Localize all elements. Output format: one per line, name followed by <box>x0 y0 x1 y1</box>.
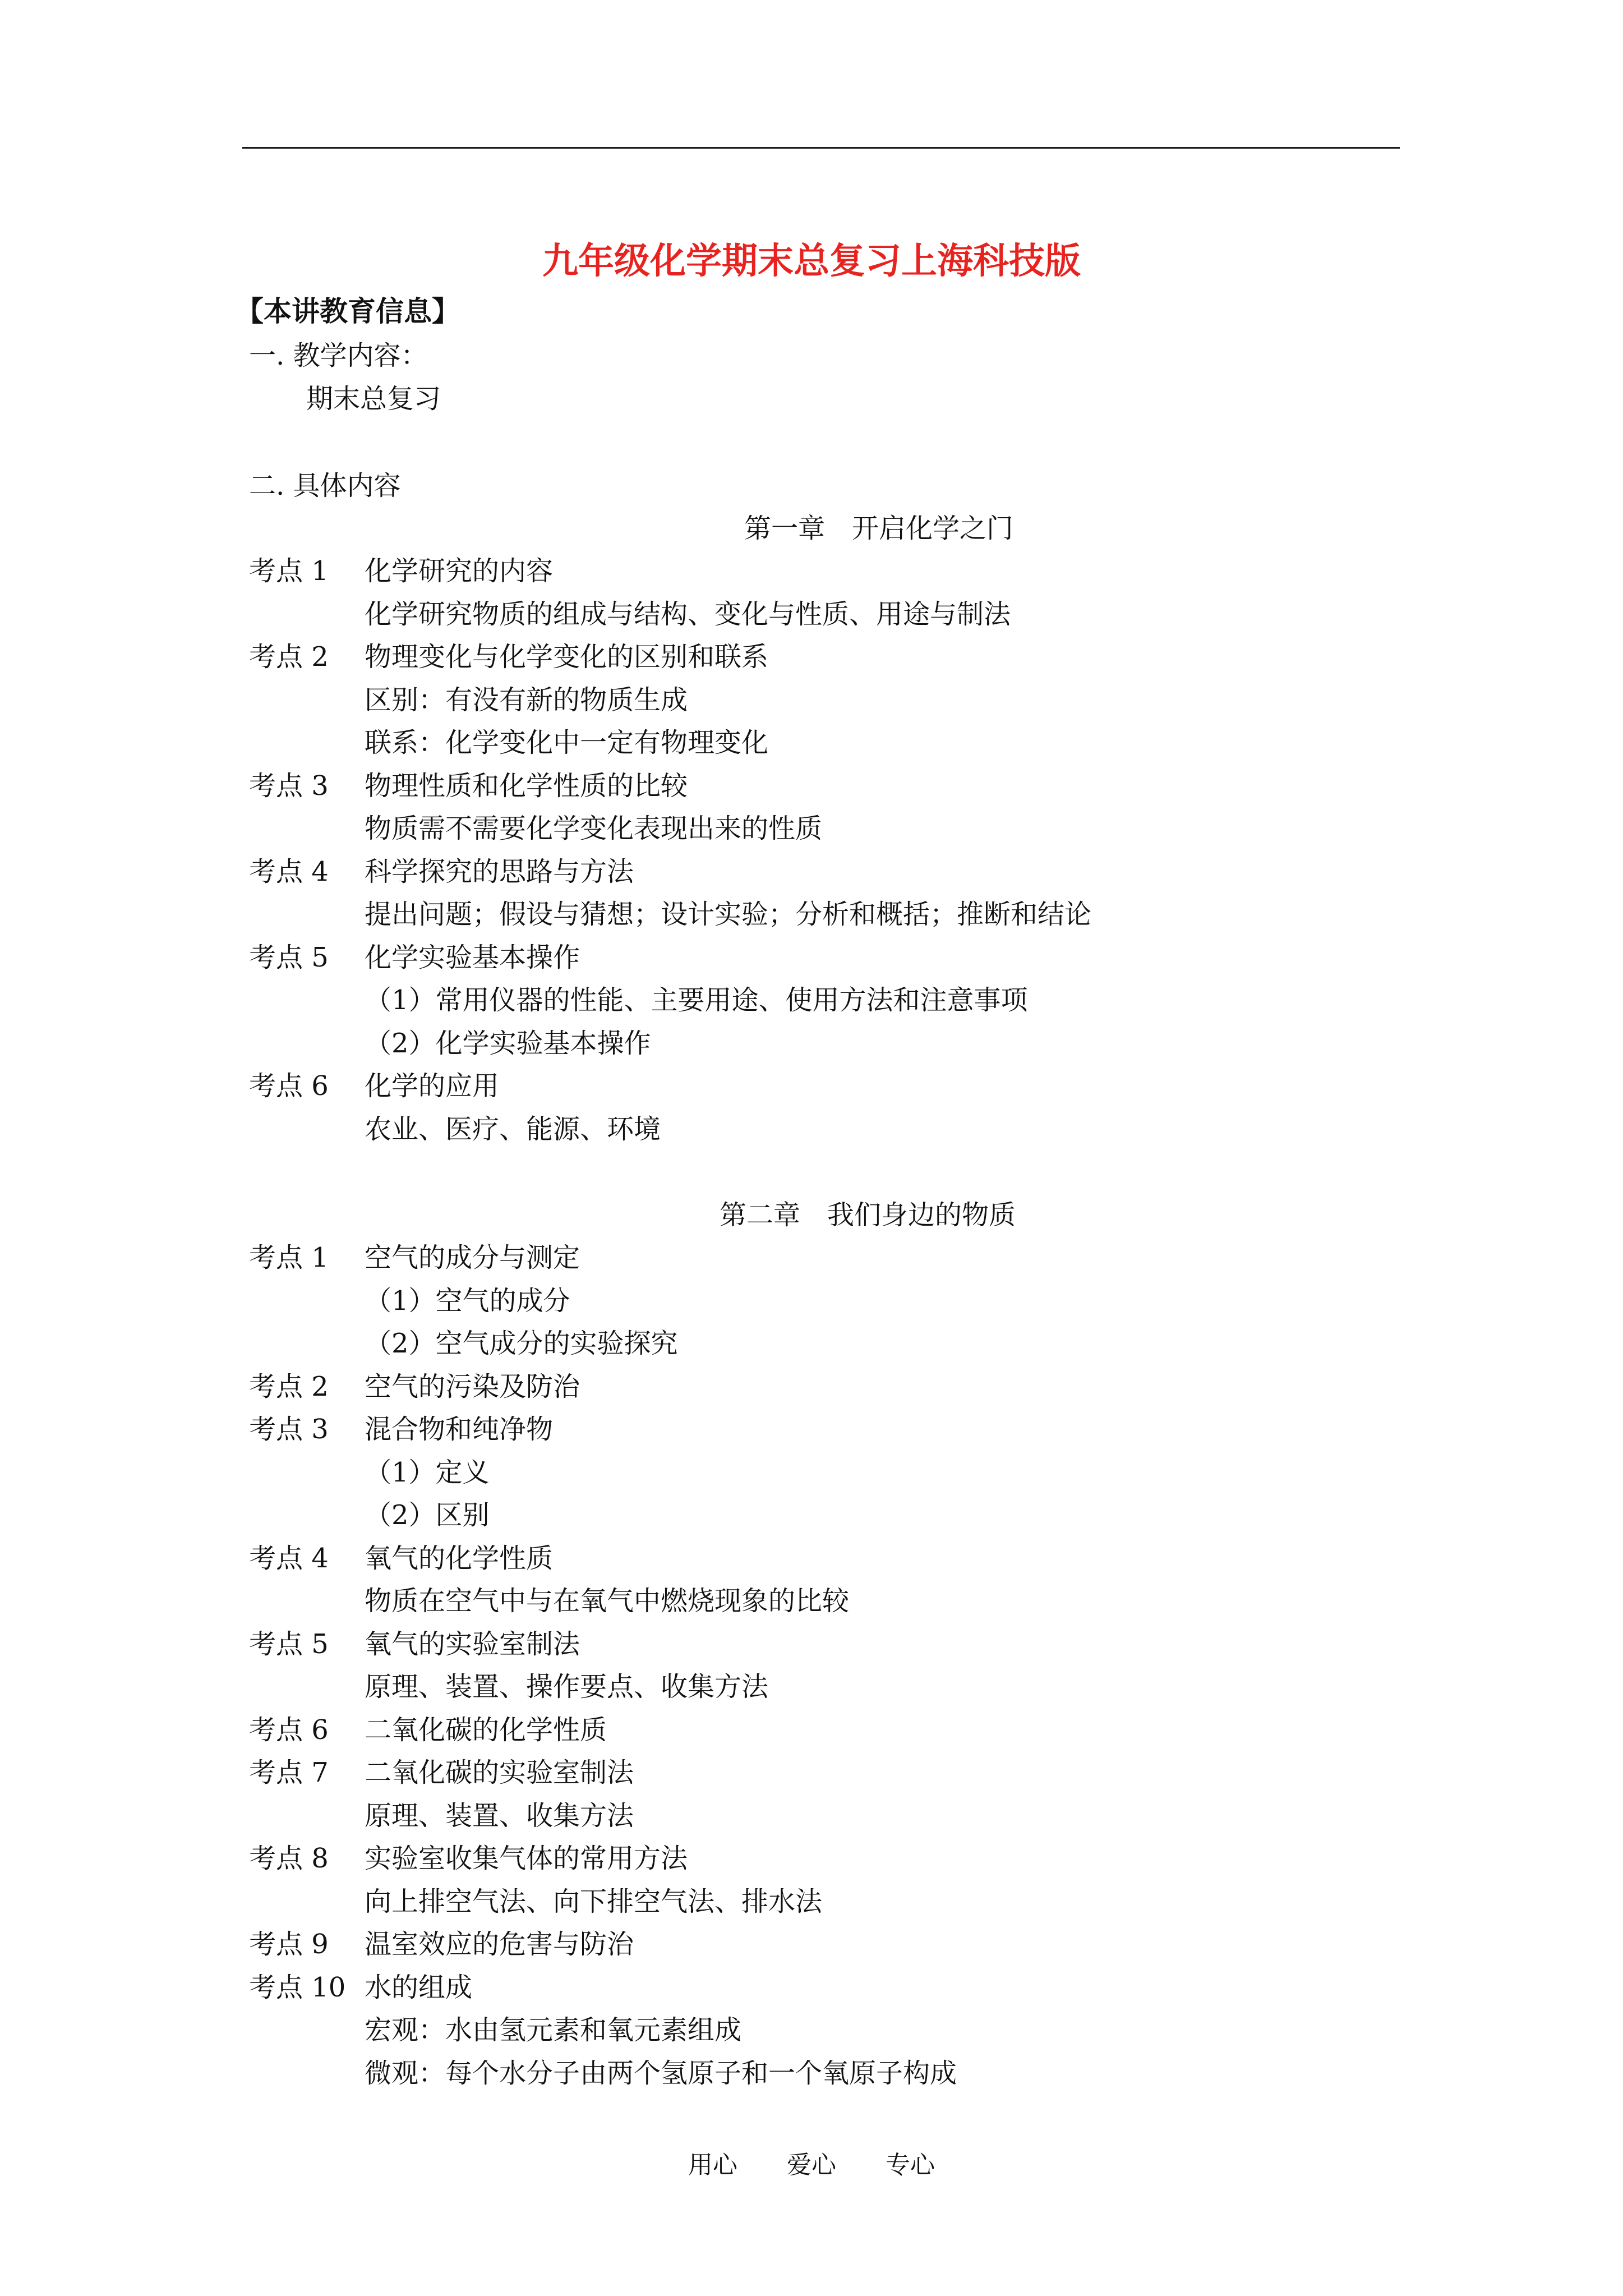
chapter-two-topic-6 <box>249 1714 607 1747</box>
topic-title: 物理变化与化学变化的区别和联系 <box>365 641 769 673</box>
topic-detail: （1）常用仪器的性能、主要用途、使用方法和注意事项 <box>365 984 1028 1016</box>
topic-number: 考点 9 <box>249 1929 329 1960</box>
topic-number: 考点 2 <box>249 1371 329 1402</box>
page-footer: 用心 爱心 专心 <box>688 2151 935 2179</box>
topic-title: 温室效应的危害与防治 <box>365 1929 634 1960</box>
topic-number: 考点 6 <box>249 1070 329 1102</box>
part-two-heading: 二. 具体内容 <box>249 470 401 501</box>
topic-detail: 物质需不需要化学变化表现出来的性质 <box>365 813 823 844</box>
topic-title: 化学研究的内容 <box>365 555 554 587</box>
topic-detail: 农业、医疗、能源、环境 <box>365 1114 661 1145</box>
topic-number: 考点 1 <box>249 1242 329 1273</box>
topic-detail: 原理、装置、收集方法 <box>365 1800 634 1832</box>
topic-number: 考点 6 <box>249 1714 329 1746</box>
topic-number: 考点 5 <box>249 1628 329 1660</box>
topic-detail: 原理、装置、操作要点、收集方法 <box>365 1671 769 1703</box>
topic-detail: （1）空气的成分 <box>365 1285 570 1317</box>
topic-title: 二氧化碳的实验室制法 <box>365 1757 634 1788</box>
chapter-one-title: 第一章 开启化学之门 <box>744 513 1013 544</box>
topic-number: 考点 5 <box>249 942 329 973</box>
topic-detail: 微观：每个水分子由两个氢原子和一个氧原子构成 <box>365 2058 957 2089</box>
topic-number: 考点 7 <box>249 1757 329 1788</box>
topic-detail: 区别：有没有新的物质生成 <box>365 684 688 716</box>
topic-title: 空气的成分与测定 <box>365 1242 580 1273</box>
document-title: 九年级化学期末总复习上海科技版 <box>542 240 1081 282</box>
chapter-two-topic-1 <box>249 1242 580 1274</box>
chapter-two-topic-3 <box>249 1414 553 1446</box>
chapter-one-topic-2 <box>249 641 768 674</box>
chapter-one-topic-4 <box>249 856 634 889</box>
topic-number: 考点 3 <box>249 1414 329 1445</box>
chapter-two-title: 第二章 我们身边的物质 <box>719 1199 1016 1231</box>
header-rule <box>242 147 1400 149</box>
topic-title: 实验室收集气体的常用方法 <box>365 1843 688 1874</box>
topic-number: 考点 10 <box>249 1972 346 2003</box>
chapter-two-topic-10 <box>249 1972 472 2004</box>
chapter-two-topic-5 <box>249 1628 580 1661</box>
topic-number: 考点 4 <box>249 1543 329 1574</box>
section-heading: 【本讲教育信息】 <box>236 295 460 328</box>
topic-detail: 向上排空气法、向下排空气法、排水法 <box>365 1886 823 1917</box>
topic-title: 二氧化碳的化学性质 <box>365 1714 607 1746</box>
topic-title: 氧气的实验室制法 <box>365 1628 580 1660</box>
part-one-heading: 一. 教学内容： <box>249 340 428 371</box>
topic-detail: （2）化学实验基本操作 <box>365 1028 651 1059</box>
topic-title: 化学的应用 <box>365 1070 500 1102</box>
topic-detail: （2）空气成分的实验探究 <box>365 1328 678 1359</box>
topic-title: 氧气的化学性质 <box>365 1543 554 1574</box>
topic-number: 考点 4 <box>249 856 329 887</box>
topic-title: 化学实验基本操作 <box>365 942 580 973</box>
topic-detail: （2）区别 <box>365 1499 490 1531</box>
topic-detail: 联系：化学变化中一定有物理变化 <box>365 727 769 758</box>
chapter-one-topic-3 <box>249 770 688 803</box>
topic-number: 考点 2 <box>249 641 329 673</box>
topic-number: 考点 1 <box>249 555 329 587</box>
chapter-two-topic-4 <box>249 1543 553 1575</box>
topic-title: 科学探究的思路与方法 <box>365 856 634 887</box>
chapter-two-topic-9 <box>249 1929 634 1961</box>
part-one-body: 期末总复习 <box>306 383 441 415</box>
chapter-one-topic-5 <box>249 942 580 974</box>
topic-detail: 化学研究物质的组成与结构、变化与性质、用途与制法 <box>365 599 1011 630</box>
topic-title: 空气的污染及防治 <box>365 1371 580 1402</box>
topic-title: 水的组成 <box>365 1972 473 2003</box>
topic-number: 考点 8 <box>249 1843 329 1874</box>
chapter-one-topic-6 <box>249 1070 499 1103</box>
topic-detail: 物质在空气中与在氧气中燃烧现象的比较 <box>365 1585 850 1617</box>
chapter-two-topic-7 <box>249 1757 634 1789</box>
topic-detail: 提出问题；假设与猜想；设计实验；分析和概括；推断和结论 <box>365 899 1092 930</box>
topic-detail: 宏观：水由氢元素和氧元素组成 <box>365 2014 742 2046</box>
topic-detail: （1）定义 <box>365 1457 490 1488</box>
topic-number: 考点 3 <box>249 770 329 802</box>
topic-title: 混合物和纯净物 <box>365 1414 554 1445</box>
chapter-two-topic-8 <box>249 1843 688 1875</box>
chapter-one-topic-1 <box>249 555 553 588</box>
chapter-two-topic-2 <box>249 1371 580 1404</box>
topic-title: 物理性质和化学性质的比较 <box>365 770 688 802</box>
